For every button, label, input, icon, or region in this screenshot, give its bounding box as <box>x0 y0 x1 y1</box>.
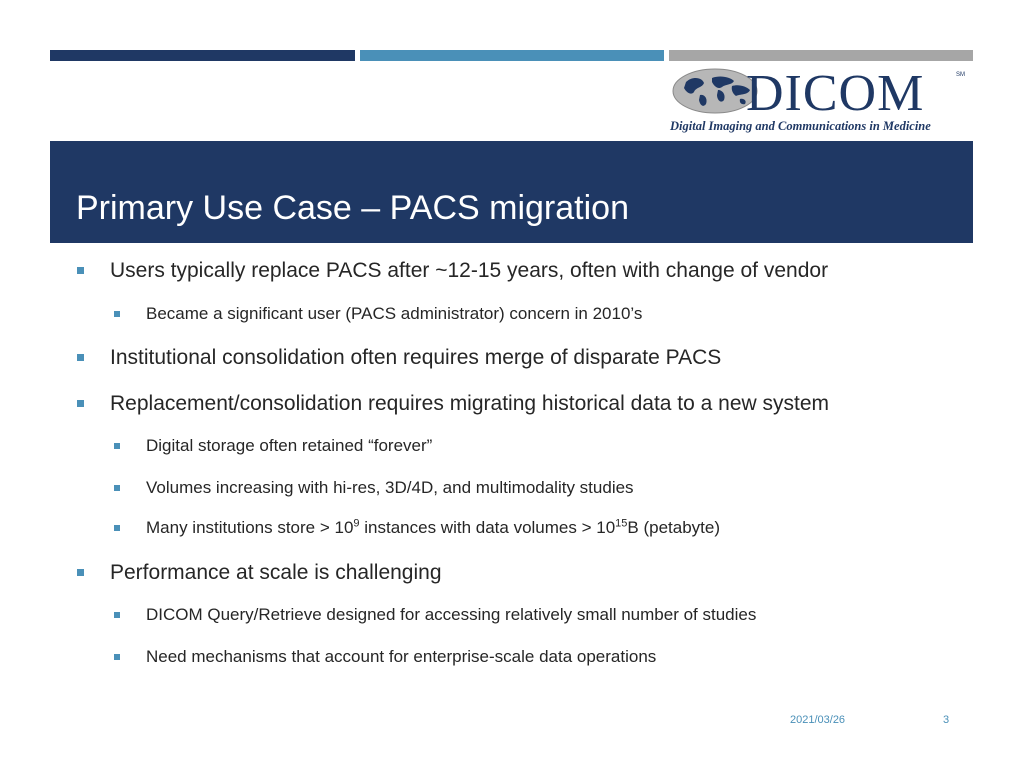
bullet-marker-icon <box>114 654 120 660</box>
logo-tagline: Digital Imaging and Communications in Medicine <box>670 119 931 133</box>
bullet-marker-icon <box>77 354 84 361</box>
page-number: 3 <box>943 714 950 726</box>
logo-wordmark: DICOM <box>746 65 925 122</box>
bullet-marker-icon <box>114 485 120 491</box>
sub-bullet-text: Volumes increasing with hi-res, 3D/4D, and multimodality studies <box>146 478 634 497</box>
bullet-marker-icon <box>77 267 84 274</box>
logo-trademark: SM <box>956 72 965 78</box>
bullet-marker-icon <box>114 612 120 618</box>
sub-bullet-text: Became a significant user (PACS administrator) concern in 2010’s <box>146 304 643 323</box>
exponent: 9 <box>353 517 360 530</box>
text-part: Many institutions store > 10 <box>146 518 354 537</box>
bullet-marker-icon <box>114 311 120 317</box>
bullet-marker-icon <box>114 443 120 449</box>
sub-bullet-text: Need mechanisms that account for enterprise-scale data operations <box>146 647 657 666</box>
bullet-marker-icon <box>77 569 84 576</box>
bullet-text: Users typically replace PACS after ~12-15 years, often with change of vendor <box>110 259 829 282</box>
bullet-marker-icon <box>114 525 120 531</box>
bullet-text: Replacement/consolidation requires migrating historical data to a new system <box>110 392 830 415</box>
text-part: instances with data volumes > 10 <box>359 518 616 537</box>
text-part: B (petabyte) <box>627 518 721 537</box>
sub-bullet-text: Digital storage often retained “forever” <box>146 436 433 455</box>
sub-bullet-text: DICOM Query/Retrieve designed for accessing relatively small number of studies <box>146 605 757 624</box>
bullet-marker-icon <box>77 400 84 407</box>
bullet-text: Performance at scale is challenging <box>110 561 442 584</box>
slide-title: Primary Use Case – PACS migration <box>76 189 629 227</box>
exponent: 15 <box>615 517 628 530</box>
bullet-text: Institutional consolidation often requires merge of disparate PACS <box>110 346 722 369</box>
sub-bullet-text <box>146 518 720 538</box>
footer-date: 2021/03/26 <box>790 714 846 726</box>
